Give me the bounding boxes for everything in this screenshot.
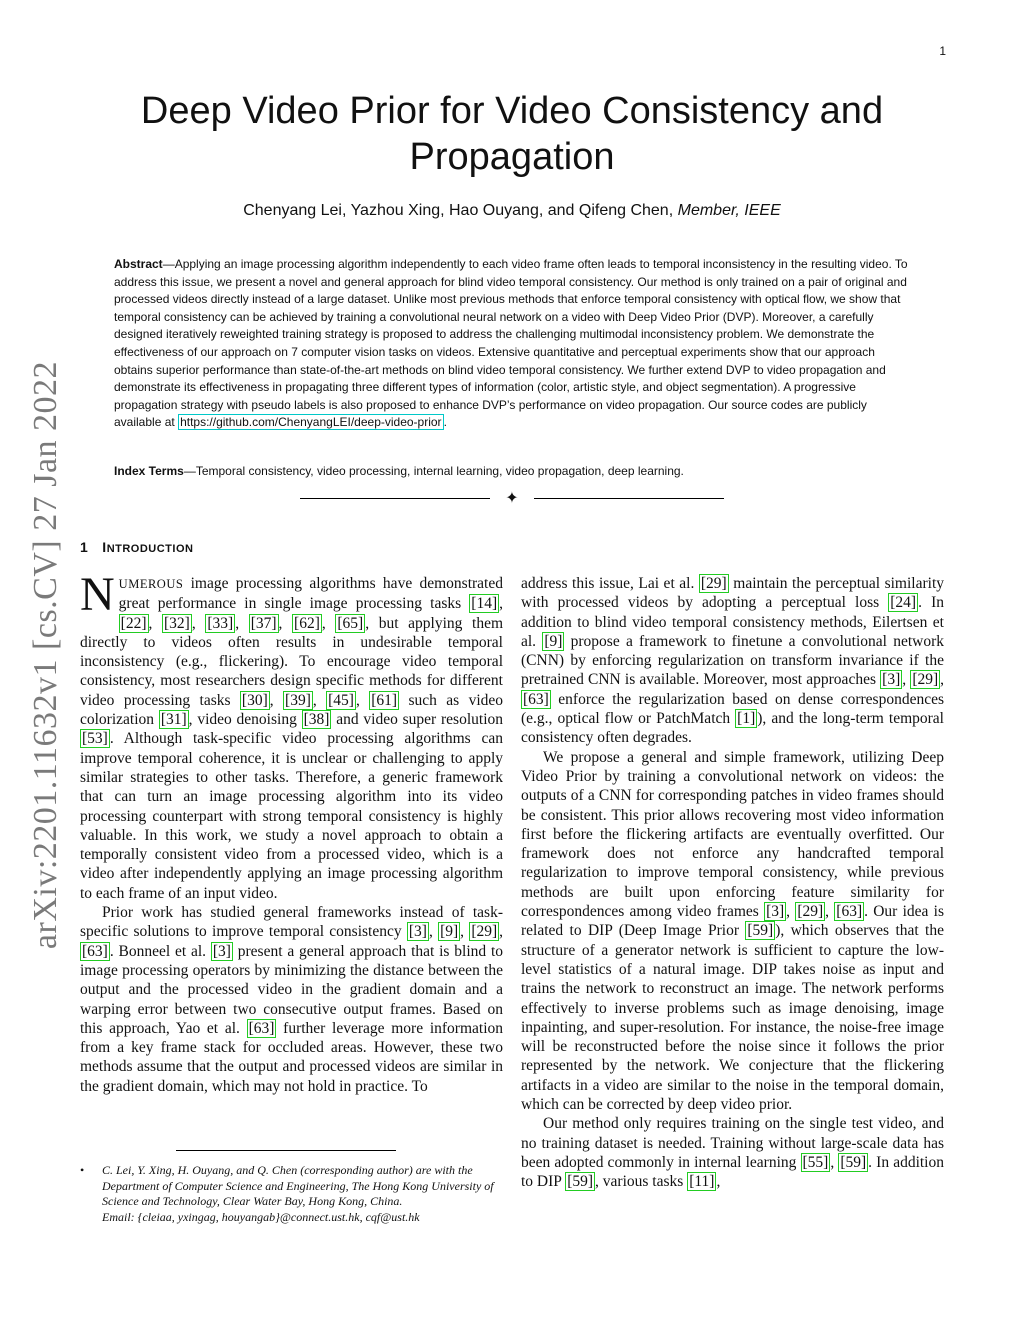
text-run: maintain the perceptual similarity with processed videos by adopting a perceptual loss [521,575,944,612]
citation-link[interactable]: [22] [120,614,147,632]
citation-link[interactable]: [45] [328,691,354,709]
citation-link[interactable]: [59] [840,1153,867,1171]
text-run: , [191,614,206,632]
section-heading [80,539,193,555]
citation-link[interactable]: [63] [248,1019,275,1037]
text-run: Our method only requires training on the single test video, and no training dataset is needed. Training without large-scale data has been adopted commonly in internal learning [521,1115,944,1171]
intro-paragraph-2 [80,903,503,1096]
index-terms-label: Index Terms [114,464,184,478]
text-run: . In addition to DIP [521,1153,944,1191]
text-run: . Bonneel et al. [109,942,211,960]
text-run: , [278,614,293,632]
citation-link[interactable]: [29] [797,903,824,921]
citation-link[interactable]: [32] [164,614,190,632]
citation-link[interactable]: [33] [207,614,234,632]
citation-link[interactable]: [3] [882,671,901,689]
text-run: such as video colorization [80,691,504,729]
text-run: address this issue, Lai et al. [521,575,699,592]
divider-line-right [534,498,724,499]
citation-link[interactable]: [29] [471,923,498,941]
text-run: , [940,671,945,689]
text-run: image processing algorithms have demonstrated great performance in single image processing tasks [118,575,503,613]
text-run: enforce the regularization based on dense correspondences (e.g., optical flow or PatchMatch [521,690,944,728]
text-run: , [312,691,327,709]
left-column [80,568,504,1096]
citation-link[interactable]: [30] [241,691,268,709]
author-names: Chenyang Lei, Yazhou Xing, Hao Ouyang, and Qifeng Chen, [243,202,674,219]
text-run: , [499,595,503,613]
smallcaps-opening: UMEROUS [118,577,184,591]
citation-link[interactable]: [38] [303,711,330,729]
section-title-initial: I [102,539,107,555]
citation-link[interactable]: [59] [567,1173,594,1191]
arxiv-identifier-stamp: arXiv:2201.11632v1 [cs.CV] 27 Jan 2022 [27,360,64,950]
citation-link[interactable]: [59] [747,922,774,940]
text-run: , [786,903,796,921]
text-run: further leverage more information from a key frame stack for occluded areas. However, these two methods assume that the output and processed videos are similar in the gradient domain, which may not hold in practice. To [80,1019,503,1095]
citation-link[interactable]: [11] [689,1173,715,1191]
text-run: , [355,691,370,709]
index-terms-text: —Temporal consistency, video processing, internal learning, video propagation, deep learning. [183,464,684,478]
citation-link[interactable]: [29] [912,671,939,689]
abstract-label: Abstract [114,257,163,271]
abstract [114,256,908,432]
text-run: , [235,614,249,632]
text-run: , [321,614,336,632]
text-run: . In addition to blind video temporal consistency methods, Eilertsen et al. [521,594,944,650]
text-run: , [269,691,284,709]
citation-link[interactable]: [31] [160,711,187,729]
text-run: We propose a general and simple framework, utilizing Deep Video Prior by training a convolutional network on videos: the outputs of a CNN for corresponding patches in video frames should be consistent. This prior allows recovering most video information first before the flickering artifacts are eventually overfitted. Our framework does not enforce any handcrafted temporal regularization to improve temporal consistency, while previous methods are built upon enforcing feature similarity for correspondences among video frames [521,748,944,921]
citation-link[interactable]: [3] [212,942,231,960]
abstract-end: . [443,415,447,430]
text-run: , [716,1173,721,1191]
text-run: . Although task-specific video processing algorithms can improve temporal coherence, it is unclear or challenging to apply similar strategies to other tasks. Therefore, a generic framework that can turn an image processing algorithm into its video processing counterpart with strong temporal consistency is highly valuable. In this work, we study a novel approach to obtain a temporally consistent video from a processed video, which is a video after independently applying an image processing algorithm to each frame of an input video. [80,730,503,902]
text-run: , [428,923,439,941]
citation-link[interactable]: [61] [371,691,398,709]
text-run: . Our idea is related to DIP (Deep Image Prior [521,903,945,940]
citation-link[interactable]: [9] [544,632,563,650]
citation-link[interactable]: [1] [737,710,756,728]
text-run: , [902,671,911,689]
intro-paragraph-3 [521,574,944,748]
citation-link[interactable]: [3] [408,923,427,941]
divider-ornament: ✦ [505,490,519,507]
page-number: 1 [939,44,946,58]
text-run: Prior work has studied general frameworks instead of task-specific solutions to improve temporal consistency [80,904,503,941]
text-run: ), which observes that the structure of a generator network is sufficient to capture the low-level statistics of a natural image. DIP takes noise as input and trains the network to reconstruct an image. The network performs effectively to inverse problems such as image denoising, image inpainting, and super-resolution. For instance, the noise-free image will be reconstructed before the noise since it follows the prior represented by the network. We conjecture that the flickering artifacts in a video are similar to the noise in the temporal domain, which can be corrected by deep video prior. [521,922,944,1114]
source-code-link[interactable]: https://github.com/ChenyangLEI/deep-video-prior [180,415,442,430]
intro-paragraph-4 [521,748,944,1115]
footnote-email: Email: {cleiaa, yxingag, houyangab}@connect.ust.hk, cqf@ust.hk [102,1209,420,1224]
citation-link[interactable]: [3] [766,903,785,921]
citation-link[interactable]: [37] [250,614,277,632]
intro-paragraph-1 [80,568,504,903]
intro-paragraph-5 [521,1114,944,1191]
citation-link[interactable]: [9] [440,923,459,941]
drop-cap: N [80,568,115,621]
index-terms [114,464,908,478]
citation-link[interactable]: [63] [836,903,863,921]
right-column [521,574,944,1192]
author-role: Member, IEEE [677,202,781,219]
section-title-rest: NTRODUCTION [106,543,194,555]
text-run: and video super resolution [331,711,503,729]
text-run: present a general approach that is blind to image processing operators by minimizing the distance between the output and the processed video in the gradient domain and a warping error between two consecutive output frames. Based on this approach, Yao et al. [80,942,504,1037]
text-run: , [825,903,835,921]
text-run: , [148,614,163,632]
citation-link[interactable]: [63] [523,690,549,708]
footnote-affiliation: C. Lei, Y. Xing, H. Ouyang, and Q. Chen (corresponding author) are with the Department of Computer Science and Engineering, The Hong Kong University of Science and Technology, Clear Water Bay, Hong Kong, China. [102,1163,494,1209]
section-number: 1 [80,539,89,555]
text-run: , [830,1153,839,1171]
text-run: , [499,923,504,941]
citation-link[interactable]: [29] [700,575,727,592]
text-run: , but applying them directly to videos often results in undesirable temporal inconsistency (e.g., flickering). To encourage video temporal consistency, most researchers design specific methods for different video processing tasks [80,614,504,709]
author-affiliation-footnote [80,1163,503,1225]
citation-link[interactable]: [55] [802,1153,829,1171]
citation-link[interactable]: [53] [82,730,108,748]
divider-line-left [300,498,490,499]
text-run: , various tasks [595,1173,688,1191]
footnote-bullet: • [80,1163,85,1177]
citation-link[interactable]: [39] [285,691,311,709]
footnote-rule [176,1150,396,1151]
citation-link[interactable]: [24] [890,594,917,612]
citation-link[interactable]: [62] [294,614,320,632]
text-run: propose a framework to finetune a convolutional network (CNN) by enforcing regularization on transform invariance if the pretrained CNN is available. Moreover, most approaches [521,632,945,689]
text-run: , [460,923,470,941]
text-run: ), and the long-term temporal consistency often degrades. [521,710,944,747]
citation-link[interactable]: [65] [337,614,364,632]
citation-link[interactable]: [63] [82,942,108,960]
citation-link[interactable]: [14] [471,595,498,613]
text-run: , video denoising [188,711,302,729]
author-list [112,202,912,220]
paper-title: Deep Video Prior for Video Consistency and Propagation [140,90,884,178]
section-divider [300,490,724,508]
abstract-text: —Applying an image processing algorithm independently to each video frame often leads to temporal inconsistency in the resulting video. To address this issue, we present a novel and general approach for blind video temporal consistency. Our method is only trained on a pair of original and processed videos directly instead of a large dataset. Unlike most previous methods that enforce temporal consistency with optical flow, we show that temporal consistency can be achieved by training a convolutional neural network on a video with Deep Video Prior (DVP). Moreover, a carefully designed iteratively reweighted training strategy is proposed to address the challenging multimodal inconsistency problem. We demonstrate the effectiveness of our approach on 7 computer vision tasks on videos. Extensive quantitative and perceptual experiments show that our approach obtains superior performance than state-of-the-art methods on blind video temporal consistency. We further extend DVP to video propagation and demonstrate its effectiveness in propagating three different types of information (color, artistic style, and object segmentation). A progressive propagation strategy with pseudo labels is also proposed to enhance DVP’s performance on video propagation. Our source codes are publicly available at [114,257,908,430]
